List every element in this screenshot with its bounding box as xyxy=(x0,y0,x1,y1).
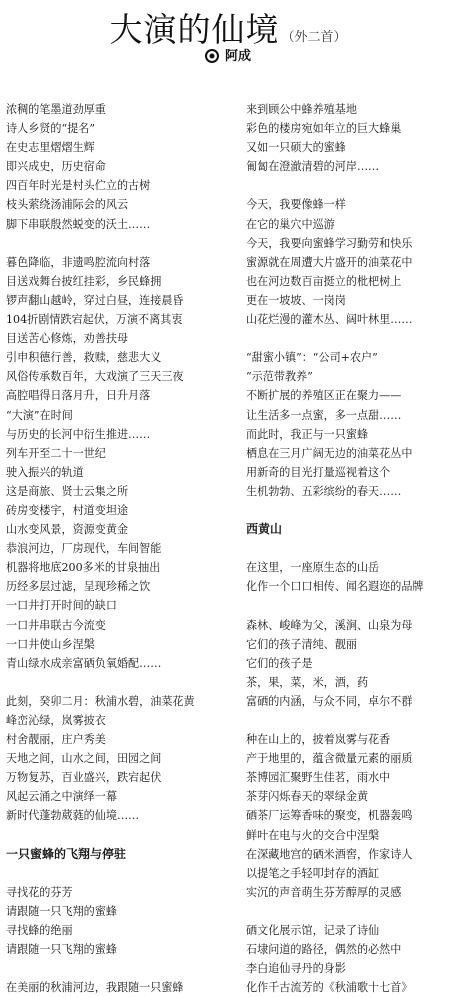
section-heading: 西黄山 xyxy=(246,522,283,537)
poem-line: 它们的孩子是 xyxy=(246,656,313,670)
stanza-gap xyxy=(246,711,454,730)
poem-line: 机器将地底200多米的甘泉抽出 xyxy=(6,561,161,575)
poem-line: 风俗传承数百年，大戏演了三天三夜 xyxy=(6,370,184,384)
poem-line: 今天，我要像蜂一样 xyxy=(246,198,346,212)
poem-line: 一口井打开时间的缺口 xyxy=(6,599,117,613)
stanza-gap xyxy=(6,959,228,978)
poem-line: 与历史的长河中衍生推进…… xyxy=(6,427,151,441)
poem-line: 寻找蜂的绝丽 xyxy=(6,924,73,938)
poem-line: 彩色的楼房宛如年立的巨大蜂巢 xyxy=(246,122,402,136)
poem-line: 锣声翻山越岭，穿过白昼，连接晨昏 xyxy=(6,293,184,307)
stanza-gap xyxy=(246,539,454,558)
poem-line: 山水变风景，资源变黄金 xyxy=(6,523,129,537)
poem-line: 而此时，我正与一只蜜蜂 xyxy=(246,427,369,441)
poem-line: 浓稠的笔墨道劲厚重 xyxy=(6,103,106,116)
poem-line: 村舍靓丽，庄户秀美 xyxy=(6,733,106,747)
poem-line: 不断扩展的养殖区正在聚力—— xyxy=(246,389,402,403)
poem-line: “大演”在时间 xyxy=(6,408,73,422)
poem-line: 一口井使山乡涅槃 xyxy=(6,637,95,651)
poem-line: 李白追仙寻丹的身影 xyxy=(246,962,346,976)
poem-line: 引申积德行善，救赎，慈悲大义 xyxy=(6,351,162,365)
poem-line: 来到顾公中蜂养殖基地 xyxy=(246,103,357,116)
poem-line: 列车开至二十一世纪 xyxy=(6,446,106,460)
stanza-gap xyxy=(246,501,454,520)
poem-line: 今天，我要向蜜蜂学习勤劳和快乐 xyxy=(246,236,413,250)
author-line xyxy=(0,45,456,64)
poem-line: 栖息在三月广阔无边的油菜花丛中 xyxy=(246,446,413,460)
poem-line: 更在一坡坡、一岗岗 xyxy=(246,293,346,307)
poem-line: 在美丽的秋浦河边，我跟随一只蜜蜂 xyxy=(6,981,184,995)
poem-line: 目送苦心修炼，劝善扶母 xyxy=(6,332,129,346)
poem-line: 茶芽闪烁春天的翠绿金黄 xyxy=(246,790,369,804)
poem-line: 又如一只硕大的蜜蜂 xyxy=(246,141,346,155)
poem-line: 化作千古流芳的《秋浦歌十七首》 xyxy=(246,981,413,995)
poem-line: 它们的孩子清纯、靓丽 xyxy=(246,637,357,651)
poem-line: 历经多层过滤，呈现珍稀之饮 xyxy=(6,580,151,594)
poem-line: 富硒的内涵，与众不同，卓尔不群 xyxy=(246,694,413,708)
stanza-gap xyxy=(6,864,228,883)
poem-line: 在史志里熠熠生辉 xyxy=(6,141,95,155)
stanza-gap xyxy=(246,902,454,921)
stanza-gap xyxy=(6,826,228,845)
poem-line: 请跟随一只飞翔的蜜蜂 xyxy=(6,943,117,957)
stanza-gap xyxy=(246,176,454,195)
poem-line: 恭浪河边，厂房现代，车间智能 xyxy=(6,542,162,556)
poem-line: 诗人乡贤的“提名” xyxy=(6,122,95,136)
poem-line: 在这里，一座原生态的山岳 xyxy=(246,561,380,575)
poem-line: 天地之间，山水之间，田园之间 xyxy=(6,752,162,766)
poem-line: 也在河边数百亩挺立的枇杷树上 xyxy=(246,274,402,288)
stanza-gap xyxy=(246,596,454,615)
poem-line: 一口井串联古今流变 xyxy=(6,618,106,632)
poem-title-block xyxy=(0,4,456,51)
poem-line: 高腔唱得日落月升，日升月落 xyxy=(6,389,151,403)
poem-line: 驶入振兴的轨道 xyxy=(6,465,84,479)
poem-line: 蜜源就在周遭大片盛开的油菜花中 xyxy=(246,255,413,269)
poem-line: 寻找花的芬芳 xyxy=(6,885,73,899)
poem-line: 峰峦沁绿，岚雾披衣 xyxy=(6,714,106,727)
poem-line: 茶，果，菜，米，酒，药 xyxy=(246,675,369,689)
poem-line: 鲜叶在电与火的交合中涅槃 xyxy=(246,828,380,842)
author-name: 阿成 xyxy=(224,49,251,64)
poem-line: 森林、峻峰为父，溪涧、山泉为母 xyxy=(246,618,413,632)
poem-line: “示范带教养” xyxy=(246,370,313,384)
poem-line: 脚下串联殷然蜕变的沃土…… xyxy=(6,217,151,231)
poem-line: 104折剧情跌宕起伏，万演不离其衷 xyxy=(6,313,183,327)
poem-line: 万物复苏，百业盛兴，跌宕起伏 xyxy=(6,771,162,785)
poem-line: 即兴成史，历史宿命 xyxy=(6,160,106,174)
stanza-gap xyxy=(6,673,228,692)
poem-line: 山花烂漫的灌木丛、阔叶林里…… xyxy=(246,313,413,327)
poem-line: 暮色降临，非遗鸣腔流向村落 xyxy=(6,255,151,269)
poem-line: 匍匐在澄澈清碧的河岸…… xyxy=(246,160,380,174)
poem-line: 硒文化展示馆，记录了诗仙 xyxy=(246,924,380,938)
poem-line: 目送戏舞台披红挂彩，乡民蜂拥 xyxy=(6,274,162,288)
author-mark-icon xyxy=(205,49,219,63)
poem-line: 实沉的声音萌生芬芳醇厚的灵感 xyxy=(246,885,402,899)
poem-line: 砖房变楼宇，村道变坦途 xyxy=(6,503,129,517)
section-heading: 一只蜜蜂的飞翔与停驻 xyxy=(6,846,127,861)
left-column xyxy=(6,100,228,997)
poem-title: 大演的仙境 xyxy=(109,10,280,49)
poem-line: 种在山上的，披着岚雾与花香 xyxy=(246,733,391,747)
poem-line: 此刻，癸卯二月：秋浦水碧，油菜花黄 xyxy=(6,694,195,708)
stanza-gap xyxy=(6,234,228,253)
poem-line: 生机勃勃、五彩缤纷的春天…… xyxy=(246,484,402,498)
poem-line: 让生活多一点蜜，多一点甜…… xyxy=(246,408,402,422)
poem-line: 产于地里的，蕴含微量元素的丽质 xyxy=(246,752,413,766)
poem-line: 茶博园汇聚野生佳茗，雨水中 xyxy=(246,771,391,785)
poem-line: 这是商旅、贤士云集之所 xyxy=(6,484,129,498)
poem-line: 四百年时光是村头伫立的古树 xyxy=(6,179,151,193)
poem-line: 石埭问道的路径，偶然的必然中 xyxy=(246,943,402,957)
poem-line: 请跟随一只飞翔的蜜蜂 xyxy=(6,904,117,918)
stanza-gap xyxy=(246,329,454,348)
poem-line: 在深藏地宫的硒米酒窖，作家诗人 xyxy=(246,847,413,861)
poem-line: “甜蜜小镇”：“公司+农户” xyxy=(246,351,378,365)
poem-line: 新时代蓬勃葳蕤的仙境…… xyxy=(6,809,140,823)
poem-line: 枝头萦绕汤浦际会的风云 xyxy=(6,198,129,212)
poem-line: 青山绿水成亲富硒负氧婚配…… xyxy=(6,656,162,670)
poem-line: 在它的巢穴中巡游 xyxy=(246,217,335,231)
poem-subtitle: （外二首） xyxy=(281,30,347,45)
poem-line: 风起云涌之中演绎一幕 xyxy=(6,790,117,804)
poem-line: 硒茶厂运筹香味的聚变，机器轰鸣 xyxy=(246,809,413,823)
poem-line: 化作一个口口相传、闻名遐迩的品牌 xyxy=(246,580,424,594)
poem-line: 以提笔之手轻叩封存的酒缸 xyxy=(246,866,380,880)
right-column xyxy=(246,100,454,997)
poem-line: 用新奇的目光打量巡视着这个 xyxy=(246,465,391,479)
